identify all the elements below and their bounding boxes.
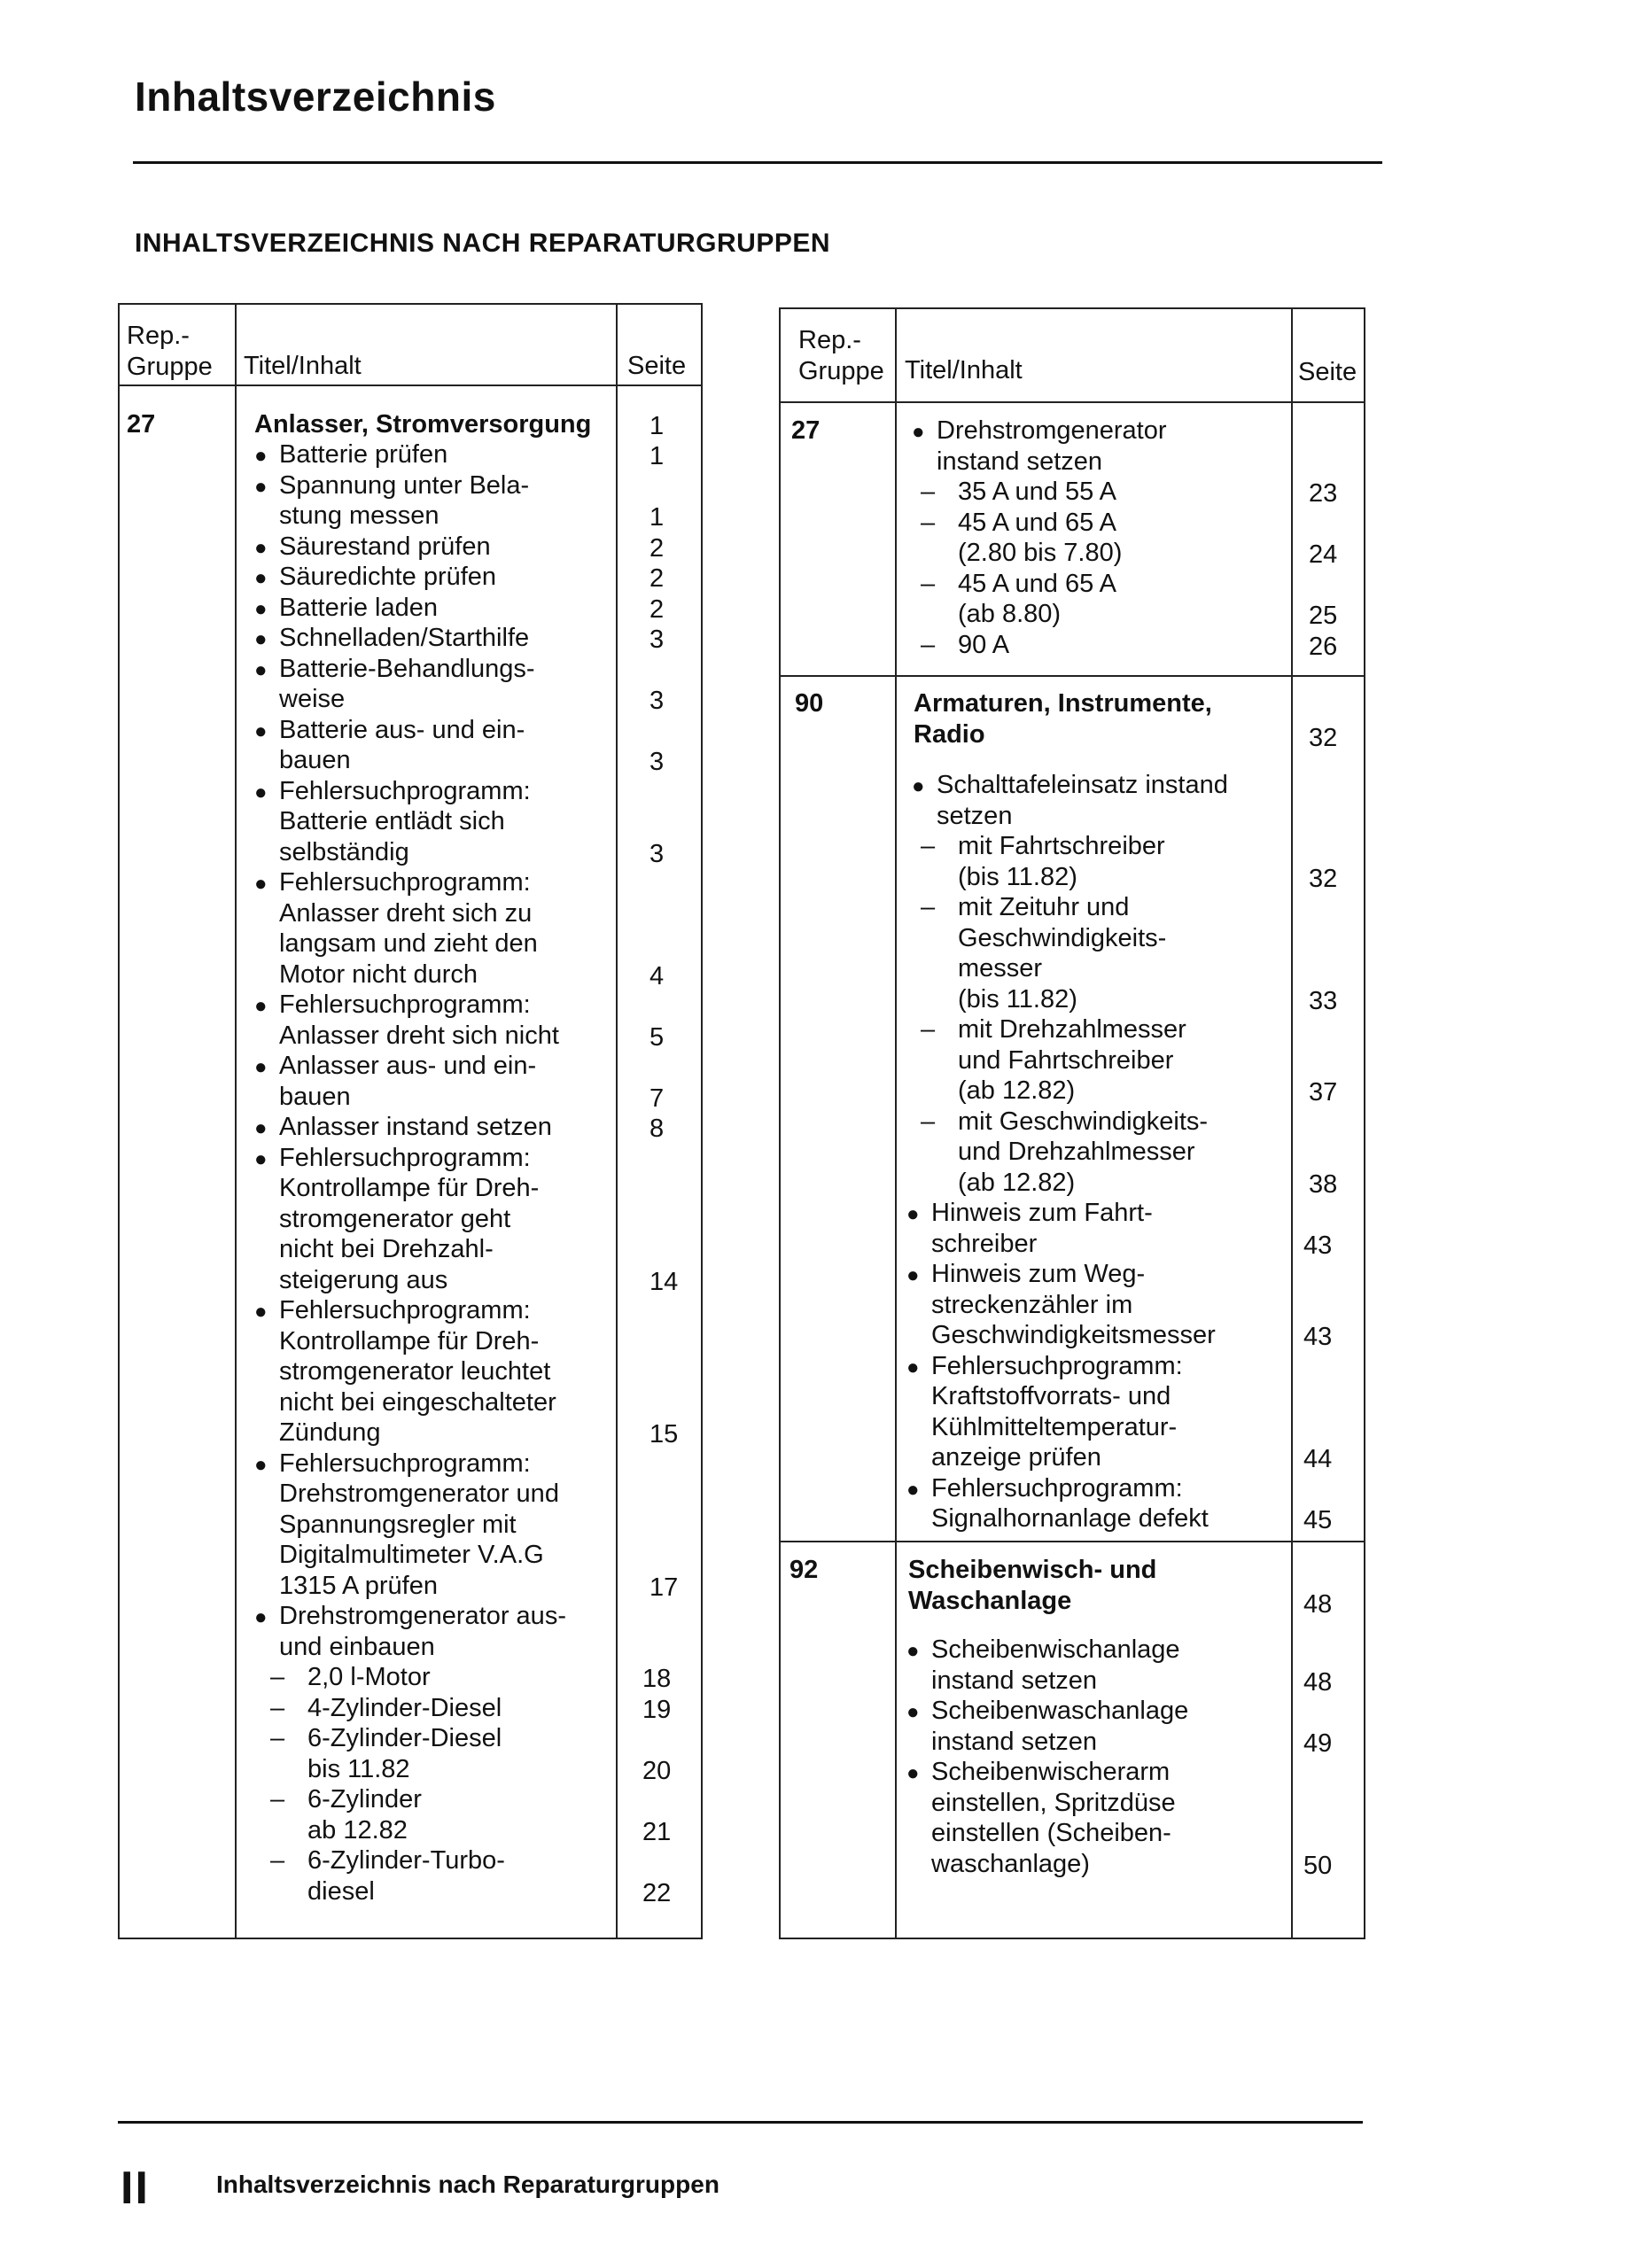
entry-text: Batterie aus- und ein- bauen [279,715,525,774]
dash-marker: – [270,1846,285,1875]
entry-text: Fehlersuchprogramm: Kontrollampe für Dreh- stromgenerator leuchtet nicht bei eingeschalteter Zündung [279,1296,556,1447]
page-number: 48 [1303,1667,1333,1697]
bullet-icon: ● [912,420,925,444]
dash-marker: – [921,478,936,506]
header-titel: Titel/Inhalt [905,356,1023,384]
dash-marker: – [921,630,936,659]
bullet-icon: ● [254,1605,268,1629]
bullet-icon: ● [906,1761,920,1785]
entry-text: Anlasser aus- und ein- bauen [279,1052,537,1111]
entry-text: 90 A [958,630,1010,659]
bullet-icon: ● [254,535,268,560]
page-number: 2 [649,594,665,624]
bullet-icon: ● [254,780,268,804]
entry-text: 4-Zylinder-Diesel [307,1693,502,1722]
entry-text: 6-Zylinder-Turbo- diesel [307,1846,505,1906]
bullet-icon: ● [254,718,268,743]
page-title: Inhaltsverzeichnis [135,74,496,120]
entry-text: Hinweis zum Fahrt- schreiber [931,1199,1153,1258]
footer-text: Inhaltsverzeichnis nach Reparaturgruppen [216,2171,719,2198]
dash-marker: – [921,832,936,860]
group-number: 90 [795,689,824,718]
entry-text: Scheibenwischerarm einstellen, Spritzdüse einstellen (Scheiben- waschanlage) [931,1758,1176,1878]
page-number: 3 [649,748,665,776]
column-divider [1291,309,1293,1938]
dash-marker: – [270,1693,285,1722]
entry-text: Schnelladen/Starthilfe [279,624,530,652]
page-number: 48 [1303,1589,1333,1619]
page-number: 17 [649,1573,679,1602]
bullet-icon: ● [254,444,268,468]
entry-text: 6-Zylinder-Diesel bis 11.82 [307,1724,502,1783]
page-number: 32 [1309,864,1338,893]
bullet-icon: ● [254,627,268,651]
page-number: 1 [649,442,665,470]
dash-marker: – [921,893,936,921]
section-title: INHALTSVERZEICHNIS NACH REPARATURGRUPPEN [135,229,831,258]
page-number: 20 [642,1756,672,1785]
page-number: 3 [649,687,665,715]
group-divider [781,1541,1364,1542]
bullet-icon: ● [254,657,268,682]
bullet-icon: ● [254,1146,268,1171]
entry-text: Batterie-Behandlungs- weise [279,654,535,713]
page-number: 5 [649,1022,665,1052]
group-divider [781,675,1364,677]
bullet-icon: ● [906,1263,920,1287]
entry-text: 45 A und 65 A (2.80 bis 7.80) [958,508,1123,567]
entry-text: 35 A und 55 A [958,478,1117,506]
bullet-icon: ● [254,994,268,1018]
entry-text: mit Drehzahlmesser und Fahrtschreiber (ab 12.82) [958,1015,1186,1105]
page-number: 2 [649,564,665,593]
dash-marker: – [921,1107,936,1136]
header-gruppe: Rep.- Gruppe [127,322,213,381]
bullet-icon: ● [906,1639,920,1663]
bullet-icon: ● [906,1477,920,1502]
page-number: 21 [642,1817,672,1846]
toc-table-right [779,307,1365,1939]
page-number: 15 [649,1420,679,1449]
entry-text: Fehlersuchprogramm: Anlasser dreht sich zu langsam und zieht den Motor nicht durch [279,868,538,989]
dash-marker: – [270,1724,285,1752]
bullet-icon: ● [254,566,268,590]
group-title: Scheibenwisch- und Waschanlage [908,1556,1157,1615]
entry-text: Spannung unter Bela- stung messen [279,470,530,530]
page-number: 45 [1303,1506,1333,1534]
page-number: 50 [1303,1851,1333,1880]
header-gruppe: Rep.- Gruppe [798,326,884,385]
page-number: 38 [1309,1169,1338,1199]
entry-text: Fehlersuchprogramm: Batterie entlädt sich selbständig [279,776,531,866]
page-number: 43 [1303,1323,1333,1351]
entry-text: Fehlersuchprogramm: Drehstromgenerator und Spannungsregler mit Digitalmultimeter V.A.G 1315 A prüfen [279,1449,559,1600]
page-number: 33 [1309,986,1338,1015]
group-title: Anlasser, Stromversorgung [254,410,592,439]
bullet-icon: ● [254,1300,268,1324]
entry-text: mit Geschwindigkeits- und Drehzahlmesser (ab 12.82) [958,1107,1209,1197]
entry-text: Drehstromgenerator instand setzen [937,416,1167,476]
header-seite: Seite [627,352,687,380]
entry-text: Säurestand prüfen [279,532,491,561]
entry-text: Fehlersuchprogramm: Anlasser dreht sich nicht [279,990,559,1050]
page-number: 2 [649,533,665,563]
page-number: 1 [649,503,665,532]
page-number: 49 [1303,1728,1333,1758]
bottom-rule [118,2121,1363,2124]
dash-marker: – [921,1015,936,1044]
entry-text: Batterie prüfen [279,440,448,469]
toc-table-left [118,303,703,1939]
bullet-icon: ● [254,1452,268,1477]
header-titel: Titel/Inhalt [244,352,362,380]
page-number: 24 [1309,540,1338,569]
entry-text: Scheibenwischanlage instand setzen [931,1635,1180,1695]
entry-text: Drehstromgenerator aus- und einbauen [279,1602,566,1661]
page-number: 18 [642,1665,672,1693]
page-number: 14 [649,1267,679,1296]
page-number: 22 [642,1878,672,1907]
header-seite: Seite [1298,358,1357,386]
page-number: 3 [649,625,665,654]
bullet-icon: ● [254,474,268,499]
footer-mark: II [121,2163,150,2214]
bullet-icon: ● [912,774,925,798]
dash-marker: – [921,569,936,598]
entry-text: Hinweis zum Weg- streckenzähler im Geschwindigkeitsmesser [931,1260,1216,1349]
page-number: 37 [1309,1078,1338,1107]
page-number: 1 [649,412,665,440]
page-number: 3 [649,839,665,868]
page-number: 26 [1309,632,1338,661]
column-divider [895,309,897,1938]
entry-text: Säuredichte prüfen [279,563,497,591]
column-divider [235,305,237,1938]
group-number: 27 [127,410,156,439]
entry-text: 45 A und 65 A (ab 8.80) [958,569,1117,628]
header-divider [120,384,701,386]
entry-text: Fehlersuchprogramm: Kontrollampe für Dreh- stromgenerator geht nicht bei Drehzahl- steigerung aus [279,1143,540,1294]
entry-text: Scheibenwaschanlage instand setzen [931,1697,1189,1756]
entry-text: Fehlersuchprogramm: Kraftstoffvorrats- und Kühlmitteltemperatur- anzeige prüfen [931,1351,1183,1472]
entry-text: Schalttafeleinsatz instand setzen [937,771,1228,830]
page-number: 19 [642,1695,672,1724]
page-number: 43 [1303,1231,1333,1260]
entry-text: 2,0 l-Motor [307,1663,431,1691]
top-rule [133,161,1382,164]
group-number: 92 [789,1556,819,1584]
page-number: 8 [649,1115,665,1143]
bullet-icon: ● [254,1116,268,1140]
entry-text: mit Zeituhr und Geschwindigkeits- messer (bis 11.82) [958,893,1167,1014]
dash-marker: – [270,1663,285,1691]
bullet-icon: ● [254,1055,268,1079]
dash-marker: – [921,508,936,537]
page-number: 7 [649,1084,665,1113]
bullet-icon: ● [906,1202,920,1226]
group-title: Armaturen, Instrumente, Radio [914,689,1212,749]
bullet-icon: ● [254,872,268,896]
dash-marker: – [270,1785,285,1814]
page-number: 23 [1309,479,1338,508]
entry-text: Batterie laden [279,593,438,622]
entry-text: 6-Zylinder ab 12.82 [307,1785,422,1845]
bullet-icon: ● [254,596,268,621]
column-divider [616,305,618,1938]
page-number: 25 [1309,602,1338,630]
entry-text: Fehlersuchprogramm: Signalhornanlage defekt [931,1473,1209,1533]
page-number: 4 [649,961,665,990]
entry-text: Anlasser instand setzen [279,1113,552,1141]
entry-text: mit Fahrtschreiber (bis 11.82) [958,832,1165,891]
page-number: 44 [1303,1445,1333,1473]
page-number: 32 [1309,723,1338,752]
bullet-icon: ● [906,1700,920,1724]
group-number: 27 [791,416,821,445]
bullet-icon: ● [906,1355,920,1379]
header-divider [781,401,1364,403]
